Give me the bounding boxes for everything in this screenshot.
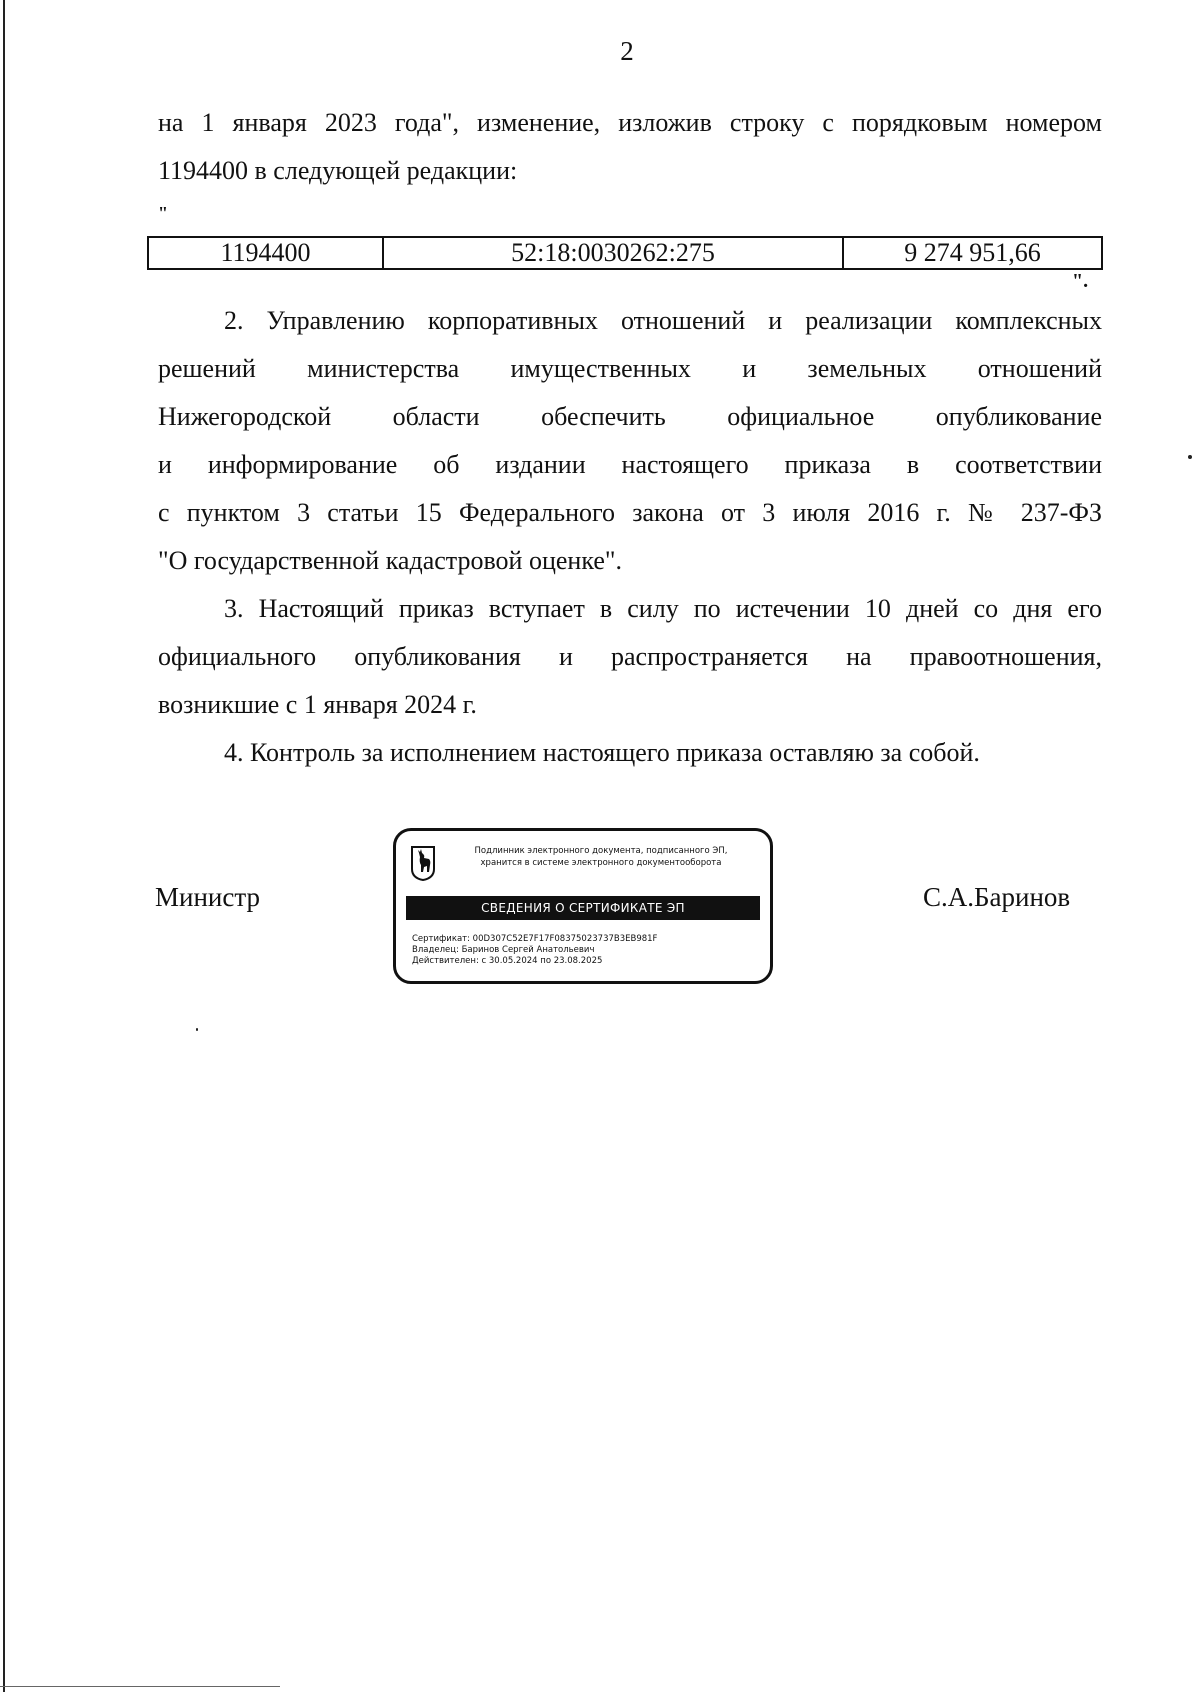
- item2-line-3: Нижегородской области обеспечить официальное опубликование: [158, 402, 1102, 431]
- item3-line-2: официального опубликования и распространяется на правоотношения,: [158, 642, 1102, 671]
- stamp-certificate-id: Сертификат: 00D307C52E7F17F08375023737B3EB981F: [412, 934, 658, 944]
- scan-left-edge: [3, 0, 5, 1692]
- stamp-header-line-1: Подлинник электронного документа, подписанного ЭП,: [474, 846, 728, 856]
- item3-line-1: 3. Настоящий приказ вступает в силу по истечении 10 дней со дня его: [224, 594, 1102, 623]
- intro-line-1: на 1 января 2023 года", изменение, изложив строку с порядковым номером: [158, 108, 1102, 137]
- item2-line-6: "О государственной кадастровой оценке".: [158, 546, 622, 575]
- stamp-certificate-banner: СВЕДЕНИЯ О СЕРТИФИКАТЕ ЭП: [406, 896, 760, 920]
- stamp-header-line-2: хранится в системе электронного документооборота: [480, 858, 722, 868]
- scan-speck: [1188, 455, 1192, 459]
- scan-speck: [196, 1028, 198, 1031]
- amendment-table: [147, 236, 1103, 270]
- stamp-validity: Действителен: с 30.05.2024 по 23.08.2025: [412, 956, 603, 966]
- signer-name: С.А.Баринов: [923, 882, 1071, 912]
- cadastral-number-cell: 52:18:0030262:275: [383, 237, 843, 269]
- open-quote: ": [158, 203, 168, 223]
- item4-line: 4. Контроль за исполнением настоящего приказа оставляю за собой.: [224, 738, 980, 767]
- item2-line-4: и информирование об издании настоящего приказа в соответствии: [158, 450, 1102, 479]
- stamp-header: [440, 845, 762, 869]
- item2-line-5: с пунктом 3 статьи 15 Федерального закона от 3 июля 2016 г. № 237-ФЗ: [158, 498, 1102, 527]
- intro-line-2: 1194400 в следующей редакции:: [158, 156, 518, 185]
- signer-title: Министр: [155, 882, 260, 912]
- stamp-owner: Владелец: Баринов Сергей Анатольевич: [412, 945, 595, 955]
- row-number-cell: 1194400: [148, 237, 383, 269]
- item2-line-1: 2. Управлению корпоративных отношений и реализации комплексных: [224, 306, 1102, 335]
- item3-line-3: возникшие с 1 января 2024 г.: [158, 690, 477, 719]
- item2-line-2: решений министерства имущественных и земельных отношений: [158, 354, 1102, 383]
- close-quote: ".: [1072, 270, 1089, 292]
- table-row: [148, 237, 1102, 269]
- electronic-signature-stamp: [393, 828, 773, 984]
- cadastral-value-cell: 9 274 951,66: [843, 237, 1102, 269]
- page-number: 2: [620, 36, 634, 66]
- coat-of-arms-icon: [410, 845, 436, 881]
- scan-bottom-edge: [0, 1686, 280, 1687]
